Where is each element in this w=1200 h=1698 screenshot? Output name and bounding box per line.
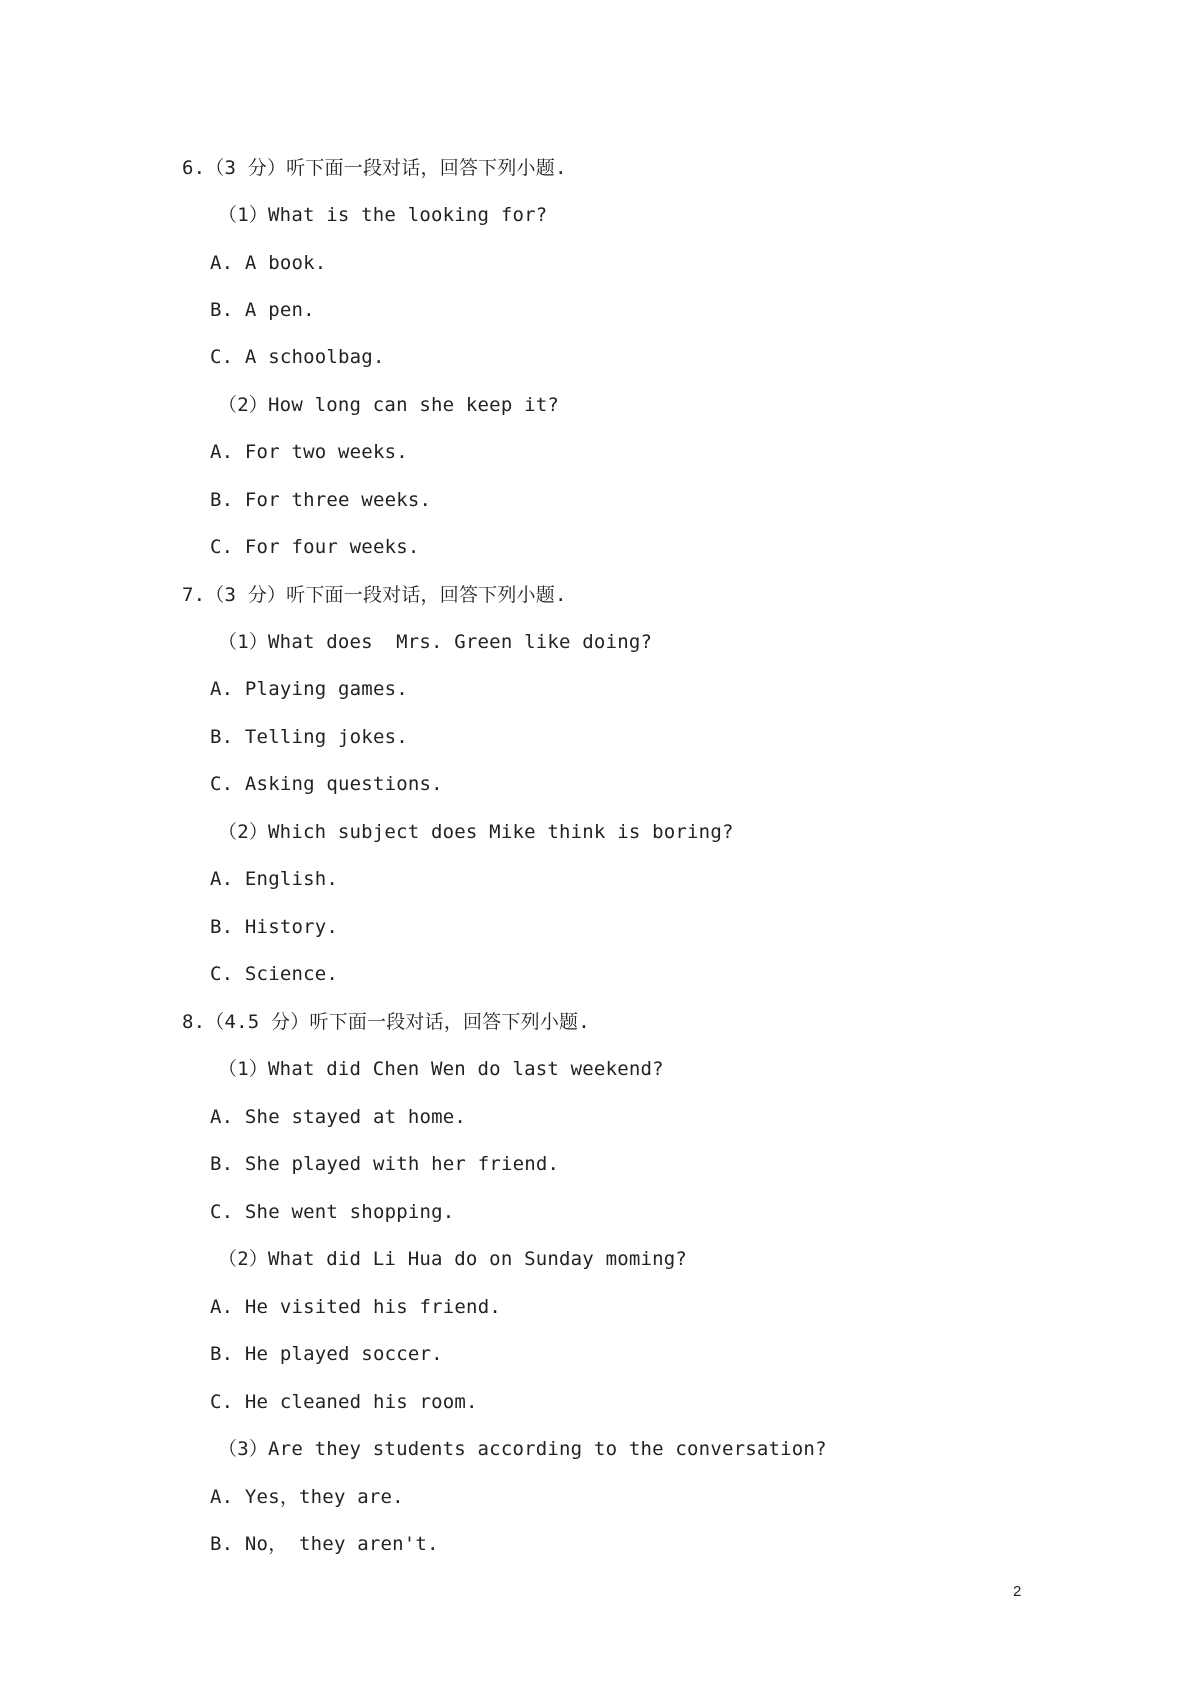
question-8-header: 8.（4.5 分）听下面一段对话，回答下列小题. [182, 1011, 590, 1033]
question-8-2-option-a: A. He visited his friend. [210, 1296, 501, 1318]
question-7-header: 7.（3 分）听下面一段对话，回答下列小题. [182, 584, 567, 606]
question-6-1-option-b: B. A pen. [210, 299, 315, 321]
question-6-1-option-a: A. A book. [210, 252, 327, 274]
question-6-2-option-a: A. For two weeks. [210, 441, 408, 463]
question-8-3-option-a: A. Yes，they are. [210, 1486, 404, 1508]
question-7-2-option-b: B. History. [210, 916, 339, 938]
question-6-2-option-c: C. For four weeks. [210, 536, 420, 558]
question-7-1-option-a: A. Playing games. [210, 678, 408, 700]
question-8-2-option-b: B. He played soccer. [210, 1343, 443, 1365]
question-8-2-prompt: （2）What did Li Hua do on Sunday moming? [218, 1248, 688, 1270]
question-6-1-option-c: C. A schoolbag. [210, 346, 385, 368]
question-7-1-prompt: （1）What does Mrs. Green like doing? [218, 631, 653, 653]
question-8-2-option-c: C. He cleaned his room. [210, 1391, 478, 1413]
question-8-1-option-b: B. She played with her friend. [210, 1153, 560, 1175]
question-8-3-option-b: B. No， they aren't. [210, 1533, 439, 1555]
question-8-1-option-c: C. She went shopping. [210, 1201, 455, 1223]
question-7-2-prompt: （2）Which subject does Mike think is boring? [218, 821, 734, 843]
question-8-3-prompt: （3）Are they students according to the conversation? [218, 1438, 827, 1460]
question-8-1-prompt: （1）What did Chen Wen do last weekend? [218, 1058, 664, 1080]
question-7-1-option-b: B. Telling jokes. [210, 726, 408, 748]
page-number: 2 [1013, 1583, 1022, 1600]
question-6-1-prompt: （1）What is the looking for? [218, 204, 548, 226]
question-6-2-option-b: B. For three weeks. [210, 489, 432, 511]
question-6-header: 6.（3 分）听下面一段对话，回答下列小题. [182, 157, 567, 179]
question-7-1-option-c: C. Asking questions. [210, 773, 443, 795]
question-7-2-option-a: A. English. [210, 868, 339, 890]
question-8-1-option-a: A. She stayed at home. [210, 1106, 467, 1128]
question-6-2-prompt: （2）How long can she keep it? [218, 394, 560, 416]
question-7-2-option-c: C. Science. [210, 963, 339, 985]
